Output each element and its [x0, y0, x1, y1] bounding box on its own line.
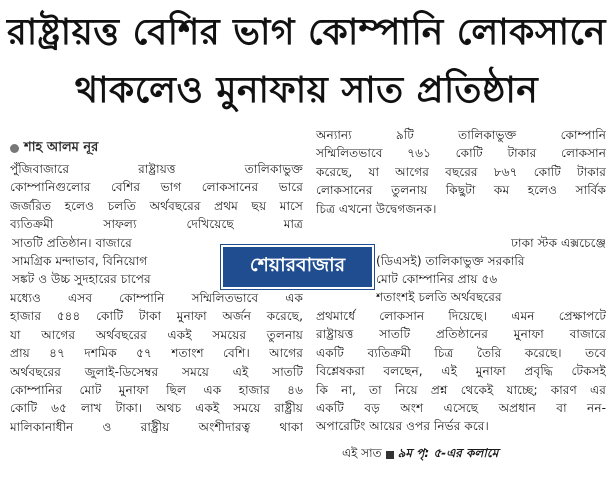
article-right-column-bottom — [316, 307, 606, 436]
section-badge: শেয়ারবাজার — [221, 245, 374, 289]
article-line: প্রথমার্ধে লোকসান দিয়েছে। এমন প্রেক্ষাপটে — [316, 309, 606, 323]
article-line: সাতটি প্রতিষ্ঠান। বাজারে — [12, 236, 132, 250]
article-line: কোম্পানির মোট মুনাফা ছিল এক হাজার ৪৬ — [10, 382, 303, 397]
article-line: কি না, তা নিয়ে প্রশ্ন থেকেই যাচ্ছে; কারণ এর — [316, 382, 606, 397]
byline — [10, 138, 98, 159]
article-line: অপারেটিং আয়ের ওপর নির্ভর করে। — [316, 419, 489, 434]
article-line: মোট কোম্পানির প্রায় ৫৬ — [376, 272, 498, 286]
article-left-column-bottom — [10, 289, 303, 436]
article-line: পুঁজিবাজারে রাষ্ট্রায়ত্ত তালিকাভুক্ত — [10, 162, 303, 176]
article-line: মধ্যেও এসব কোম্পানি সম্মিলিতভাবে এক — [10, 291, 303, 305]
article-line: কোম্পানিগুলোর বেশির ভাগ লোকসানের ভারে — [10, 180, 303, 195]
article-line: অর্থবছরের জুলাই-ডিসেম্বর সময়ে এই সাতটি — [10, 364, 303, 379]
article-line: রাষ্ট্রায়ত্ত সাতটি প্রতিষ্ঠানের মুনাফা বাজারে — [316, 327, 606, 342]
article-line: মালিকানাধীন ও রাষ্ট্রীয় অংশীদারত্ব থাকা — [10, 419, 303, 434]
article-line: ঢাকা স্টক এক্সচেঞ্জে — [511, 236, 606, 250]
article-line: সঙ্কট ও উচ্চ সুদহারের চাপের — [12, 272, 151, 286]
author-name: শাহ আলম নূর — [24, 140, 99, 155]
article-line: অন্যান্য ৯টি তালিকাভুক্ত কোম্পানি — [316, 128, 606, 142]
headline-line-2: থাকলেও মুনাফায় সাত প্রতিষ্ঠান — [74, 70, 539, 111]
article-line: করেছে, যা আগের বছরের ৮৬৭ কোটি টাকার — [316, 164, 606, 179]
square-bullet-icon — [386, 451, 394, 459]
article-right-column-top — [316, 126, 606, 218]
article-line: চিত্র এখনো উদ্বেগজনক। — [316, 201, 437, 216]
bullet-dot-icon — [10, 144, 19, 153]
article-line: ব্যতিক্রমী সাফল্য দেখিয়েছে মাত্র — [10, 217, 303, 232]
article-left-column-top — [10, 160, 303, 234]
article-line: (ডিএসই) তালিকাভুক্ত সরকারি — [376, 254, 525, 268]
article-line: একটি বড় অংশ এসেছে অপ্রধান বা নন- — [316, 400, 606, 415]
article-line: প্রায় ৪৭ দশমিক ৫৭ শতাংশ বেশি। আগের — [10, 346, 303, 361]
continuation-lead: এই সাত — [342, 446, 382, 460]
article-line: লোকসানের তুলনায় কিছুটা কম হলেও সার্বিক — [316, 183, 606, 198]
article-line: সামগ্রিক মন্দাভাব, বিনিয়োগ — [12, 254, 148, 268]
article-line: যা আগের অর্থবছরের একই সময়ের তুলনায় — [10, 327, 303, 342]
article-line: জর্জরিত হলেও চলতি অর্থবছরের প্রথম ছয় মাসে — [10, 198, 303, 213]
article-line: বিশ্লেষকরা বলছেন, এই মুনাফা প্রবৃদ্ধি টেকসই — [316, 364, 606, 379]
headline-line-1: রাষ্ট্রায়ত্ত বেশির ভাগ কোম্পানি লোকসানে — [6, 12, 606, 53]
article-line: হাজার ৫৪৪ কোটি টাকা মুনাফা অর্জন করেছে, — [10, 309, 303, 324]
article-line: একটি ব্যতিক্রমী চিত্র তৈরি করেছে। তবে — [316, 345, 606, 360]
article-line: কোটি ৬৫ লাখ টাকা। অথচ একই সময়ে রাষ্ট্রীয় — [10, 401, 303, 416]
continuation-note — [342, 445, 498, 465]
article-line: শতাংশই চলতি অর্থবছরের — [376, 290, 502, 304]
continuation-page-ref: ৯ম পৃ: ৫-এর কলামে — [397, 446, 499, 460]
article-line: সম্মিলিতভাবে ৭৬১ কোটি টাকার লোকসান — [316, 146, 606, 161]
